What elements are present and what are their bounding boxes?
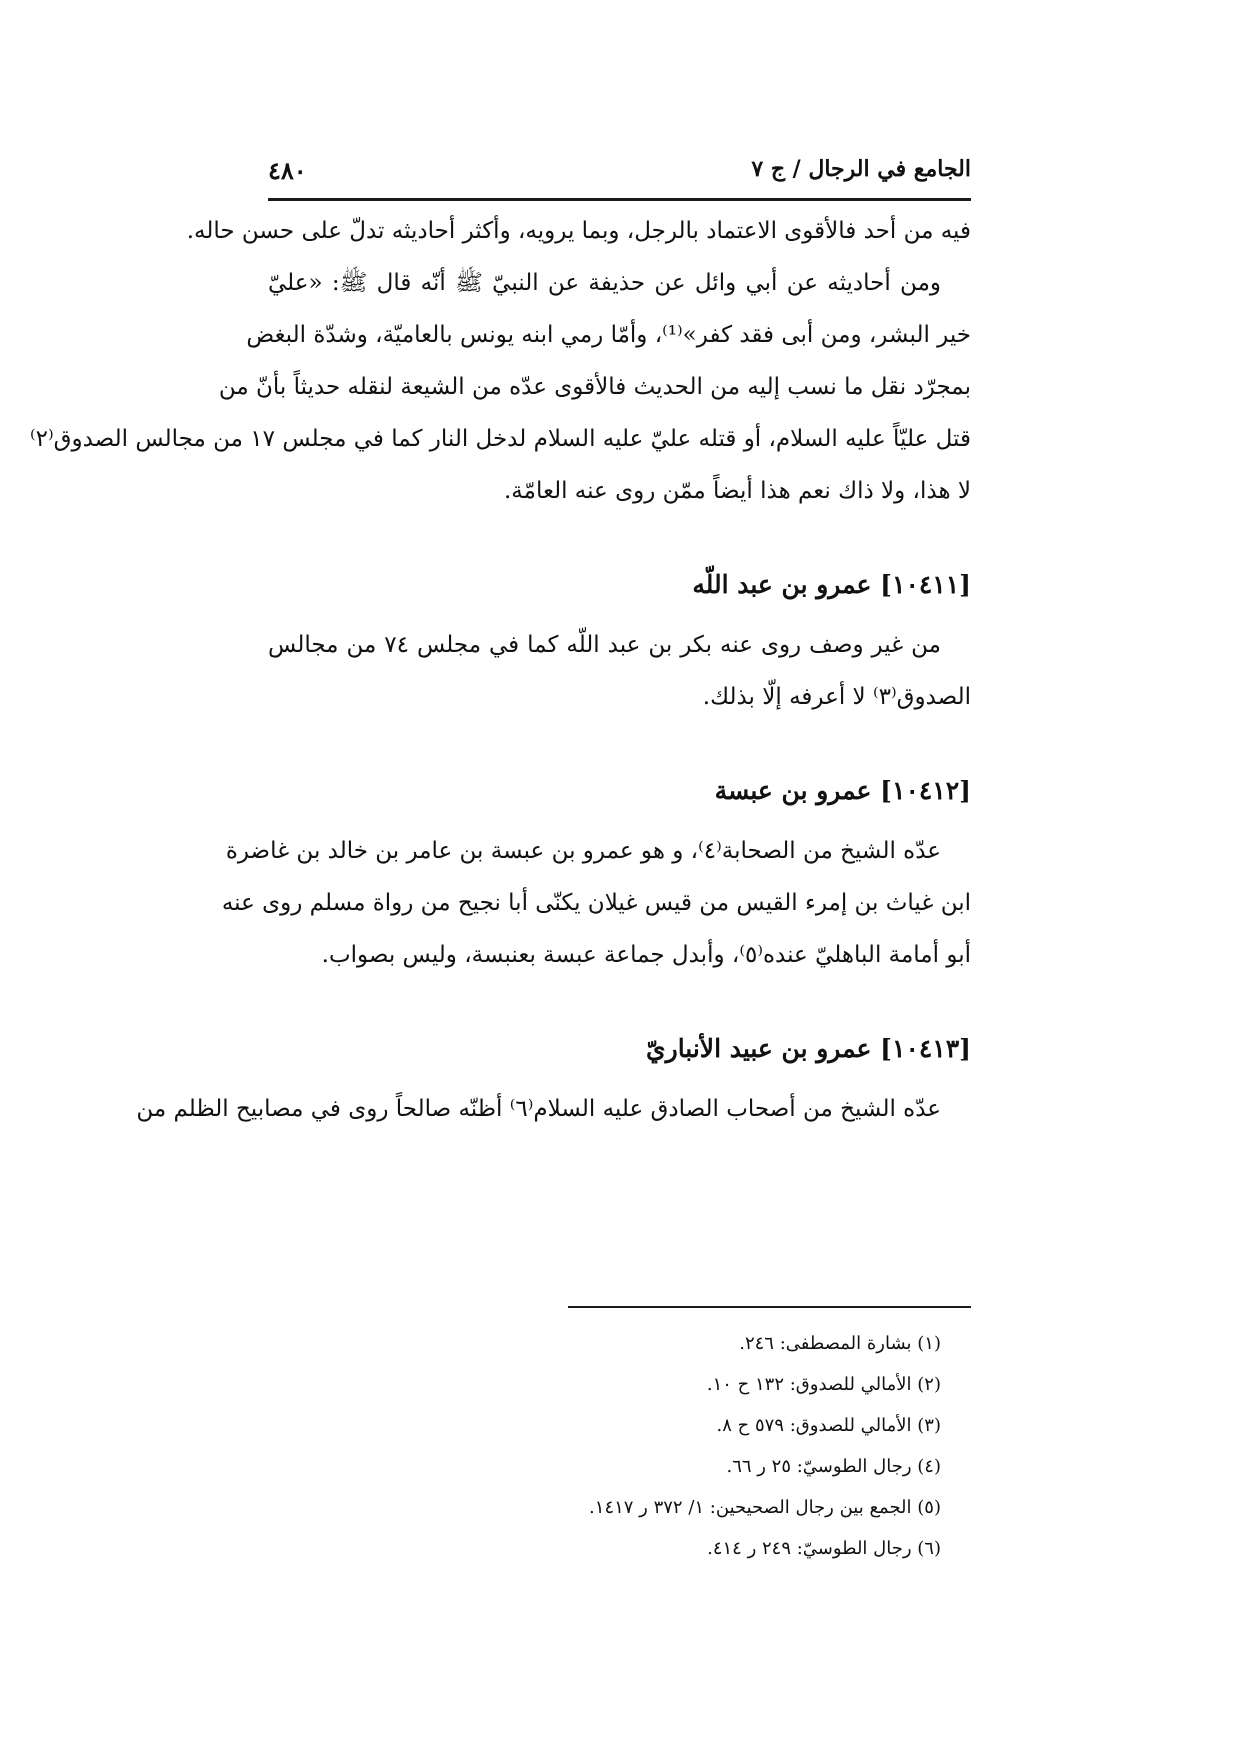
- footnotes: [268, 1323, 971, 1569]
- text-line: من غير وصف روى عنه بكر بن عبد اللّه كما في مجلس ٧٤ من مجالس: [268, 632, 941, 658]
- header-title: الجامع في الرجال / ج ٧: [751, 156, 971, 182]
- text-line: خير البشر، ومن أبى فقد كفر»⁽¹⁾، وأمّا رمي ابنه يونس بالعاميّة، وشدّة البغض: [246, 322, 971, 348]
- body-text: [29, 205, 971, 1135]
- text-line: عدّه الشيخ من أصحاب الصادق عليه السلام⁽٦⁾ أظنّه صالحاً روى في مصابيح الظلم من: [136, 1096, 941, 1122]
- entry-body: [136, 1083, 971, 1135]
- text-line: الصدوق⁽٣⁾ لا أعرفه إلّا بذلك.: [702, 684, 971, 710]
- entry-heading: [١٠٤١٢] عمرو بن عبسة: [714, 776, 971, 805]
- header-rule: [268, 198, 971, 201]
- text-line: بمجرّد نقل ما نسب إليه من الحديث فالأقوى عدّه من الشيعة لنقله حديثاً بأنّ من: [218, 374, 971, 400]
- entry-heading: [١٠٤١٣] عمرو بن عبيد الأنباريّ: [646, 1034, 971, 1063]
- footnote: (٦) رجال الطوسيّ: ٢٤٩ ر ٤١٤.: [707, 1538, 941, 1559]
- entry-body: [268, 619, 971, 723]
- text-line: ابن غياث بن إمرء القيس من قيس غيلان يكنّى أبا نجيح من رواة مسلم روى عنه: [221, 890, 971, 916]
- text-line: فيه من أحد فالأقوى الاعتماد بالرجل، وبما يرويه، وأكثر أحاديثه تدلّ على حسن حاله.: [186, 218, 971, 244]
- footnote: (٥) الجمع بين رجال الصحيحين: ١/ ٣٧٢ ر ١٤١٧.: [589, 1497, 941, 1518]
- entry-body: [221, 825, 971, 981]
- text-line: قتل عليّاً عليه السلام، أو قتله عليّ عليه السلام لدخل النار كما في مجلس ١٧ من مجالس الصدوق⁽٢⁾: [29, 426, 971, 452]
- text-line: أبو أمامة الباهليّ عنده⁽٥⁾، وأبدل جماعة عبسة بعنبسة، وليس بصواب.: [321, 942, 971, 968]
- footnote: (٤) رجال الطوسيّ: ٢٥ ر ٦٦.: [726, 1456, 941, 1477]
- text-line: لا هذا، ولا ذاك نعم هذا أيضاً ممّن روى عنه العامّة.: [504, 478, 971, 504]
- running-header: [268, 148, 971, 198]
- entry-heading: [١٠٤١١] عمرو بن عبد اللّه: [692, 570, 971, 599]
- footnote: (١) بشارة المصطفى: ٢٤٦.: [739, 1333, 941, 1354]
- footnote-rule: [568, 1306, 971, 1308]
- footnote: (٢) الأمالي للصدوق: ١٣٢ ح ١٠.: [706, 1374, 941, 1395]
- page-number: ٤٨٠: [268, 156, 307, 185]
- text-line: عدّه الشيخ من الصحابة⁽٤⁾، و هو عمرو بن عبسة بن عامر بن خالد بن غاضرة: [225, 838, 941, 864]
- footnote: (٣) الأمالي للصدوق: ٥٧٩ ح ٨.: [716, 1415, 941, 1436]
- text-line: ومن أحاديثه عن أبي وائل عن حذيفة عن النبيّ ﷺ أنّه قال ﷺ: «عليّ: [268, 270, 941, 296]
